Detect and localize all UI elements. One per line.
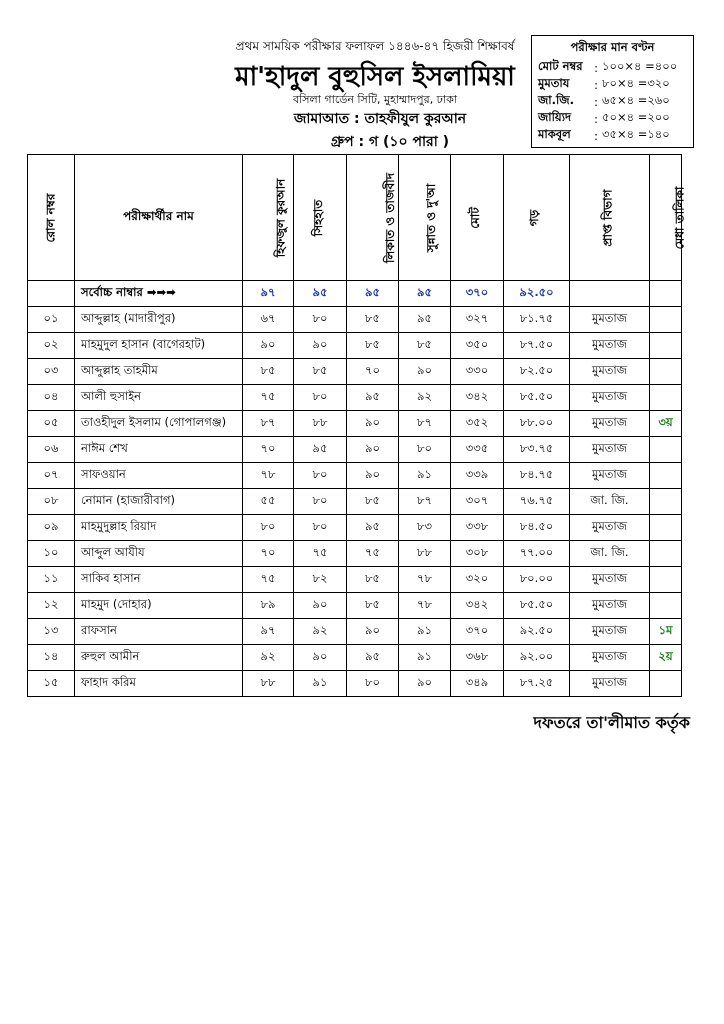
marks-distribution-row [538, 127, 687, 144]
student-name: আব্দুল আযীয [75, 541, 243, 567]
average-marks: ৮৪.৫০ [504, 515, 570, 541]
highest-s1: ৯৭ [243, 281, 294, 307]
table-row [28, 541, 682, 567]
student-name: মাহমুদ (দোহার) [75, 593, 243, 619]
mark-sunnat-dua: ৭৮ [399, 567, 451, 593]
total-marks: ৩৫২ [451, 411, 504, 437]
mark-likat-tajweed: ৮৫ [347, 333, 399, 359]
header-total: মোট [451, 155, 504, 281]
mark-sunnat-dua: ৯১ [399, 619, 451, 645]
table-row [28, 385, 682, 411]
average-marks: ৮০.০০ [504, 567, 570, 593]
table-header-row [28, 155, 682, 281]
highest-s3: ৯৫ [347, 281, 399, 307]
table-row [28, 645, 682, 671]
table-row [28, 437, 682, 463]
mark-likat-tajweed: ৮৫ [347, 489, 399, 515]
average-marks: ৮৭.২৫ [504, 671, 570, 697]
header-roll: রোল নম্বর [28, 155, 75, 281]
mark-likat-tajweed: ৭৫ [347, 541, 399, 567]
header-sunnat-dua: সুন্নাত ও দু'আ [399, 155, 451, 281]
mark-sunnat-dua: ৮৫ [399, 333, 451, 359]
grade: মুমতাজ [570, 567, 650, 593]
total-marks: ৩৪৯ [451, 671, 504, 697]
mark-hifzul-quran: ৮৮ [243, 671, 294, 697]
roll-number: ১২ [28, 593, 75, 619]
roll-number: ১৩ [28, 619, 75, 645]
mark-sihhat: ৯৫ [294, 437, 347, 463]
mark-sihhat: ৮৮ [294, 411, 347, 437]
total-marks: ৩৪২ [451, 593, 504, 619]
header-grade: প্রাপ্ত বিভাগ [570, 155, 650, 281]
marks-distribution-row [538, 110, 687, 127]
mark-sunnat-dua: ৭৮ [399, 593, 451, 619]
mark-hifzul-quran: ৭০ [243, 541, 294, 567]
mark-likat-tajweed: ৯৫ [347, 515, 399, 541]
mark-sihhat: ৮০ [294, 385, 347, 411]
student-name: তাওহীদুল ইসলাম (গোপালগঞ্জ) [75, 411, 243, 437]
mark-sihhat: ৮২ [294, 567, 347, 593]
marks-distribution-value: ৩৫×৪ =১৪০ [602, 127, 670, 141]
mark-sunnat-dua: ৯১ [399, 645, 451, 671]
marks-distribution-label: জা.জি. [538, 93, 574, 107]
merit-position [650, 541, 682, 567]
average-marks: ৮৪.৭৫ [504, 463, 570, 489]
roll-number: ০২ [28, 333, 75, 359]
marks-distribution-label: মুমতায [538, 76, 570, 90]
grade: মুমতাজ [570, 645, 650, 671]
table-row [28, 307, 682, 333]
highest-s2: ৯৫ [294, 281, 347, 307]
table-cell [28, 281, 75, 307]
highest-average: ৯২.৫০ [504, 281, 570, 307]
marks-distribution-row [538, 59, 687, 76]
mark-hifzul-quran: ৯০ [243, 333, 294, 359]
average-marks: ৮২.৫০ [504, 359, 570, 385]
grade: মুমতাজ [570, 593, 650, 619]
average-marks: ৮৫.৫০ [504, 385, 570, 411]
header-likat-tajweed: লিকাত ও তাজবীদ [347, 155, 399, 281]
mark-sihhat: ৭৫ [294, 541, 347, 567]
roll-number: ১৪ [28, 645, 75, 671]
roll-number: ১৫ [28, 671, 75, 697]
mark-sunnat-dua: ৮৭ [399, 411, 451, 437]
mark-hifzul-quran: ৮৫ [243, 359, 294, 385]
marks-distribution-label: মাকবূল [538, 127, 571, 141]
mark-hifzul-quran: ৭০ [243, 437, 294, 463]
total-marks: ৩৩০ [451, 359, 504, 385]
student-name: মাহমুদুল হাসান (বাগেরহাট) [75, 333, 243, 359]
total-marks: ৩২৭ [451, 307, 504, 333]
separator-colon: : [594, 111, 598, 126]
mark-sunnat-dua: ৮০ [399, 437, 451, 463]
marks-distribution-value: ৮০×৪ =৩২০ [602, 76, 670, 90]
mark-likat-tajweed: ৭০ [347, 359, 399, 385]
mark-hifzul-quran: ৮৯ [243, 593, 294, 619]
mark-sihhat: ৮০ [294, 489, 347, 515]
table-row [28, 593, 682, 619]
student-name: আব্দুল্লাহ তাহমীম [75, 359, 243, 385]
grade: মুমতাজ [570, 359, 650, 385]
mark-sunnat-dua: ৯০ [399, 359, 451, 385]
table-row [28, 333, 682, 359]
mark-sihhat: ৮৫ [294, 359, 347, 385]
marks-distribution-value: ৫০×৪ =২০০ [602, 110, 670, 124]
grade: মুমতাজ [570, 307, 650, 333]
roll-number: ০৩ [28, 359, 75, 385]
mark-likat-tajweed: ৮০ [347, 671, 399, 697]
average-marks: ৭৬.৭৫ [504, 489, 570, 515]
mark-hifzul-quran: ৮০ [243, 515, 294, 541]
mark-sihhat: ৯০ [294, 593, 347, 619]
average-marks: ৮৭.৫০ [504, 333, 570, 359]
marks-distribution-label: মোট নম্বর [538, 59, 583, 73]
student-name: আলী হুসাইন [75, 385, 243, 411]
table-row [28, 359, 682, 385]
merit-position [650, 385, 682, 411]
merit-position [650, 593, 682, 619]
roll-number: ১১ [28, 567, 75, 593]
header-average: গড় [504, 155, 570, 281]
average-marks: ৮১.৭৫ [504, 307, 570, 333]
table-row [28, 463, 682, 489]
roll-number: ১০ [28, 541, 75, 567]
merit-position [650, 489, 682, 515]
mark-sihhat: ৮০ [294, 307, 347, 333]
average-marks: ৮৩.৭৫ [504, 437, 570, 463]
mark-sunnat-dua: ৮৩ [399, 515, 451, 541]
merit-position [650, 307, 682, 333]
highest-marks-label: সর্বোচ্চ নাম্বার ➡➡➡ [75, 281, 243, 307]
mark-hifzul-quran: ৭৫ [243, 567, 294, 593]
mark-sihhat: ৯২ [294, 619, 347, 645]
roll-number: ০১ [28, 307, 75, 333]
mark-likat-tajweed: ৯০ [347, 437, 399, 463]
separator-colon: : [594, 60, 598, 75]
roll-number: ০৯ [28, 515, 75, 541]
table-row [28, 489, 682, 515]
header-name: পরীক্ষার্থীর নাম [75, 155, 243, 281]
roll-number: ০৬ [28, 437, 75, 463]
marks-distribution-row [538, 93, 687, 110]
total-marks: ৩৫০ [451, 333, 504, 359]
student-name: ফাহাদ করিম [75, 671, 243, 697]
mark-likat-tajweed: ৮৫ [347, 307, 399, 333]
roll-number: ০৮ [28, 489, 75, 515]
average-marks: ৯২.০০ [504, 645, 570, 671]
student-name: সাকিব হাসান [75, 567, 243, 593]
student-name: আব্দুল্লাহ (মাদারীপুর) [75, 307, 243, 333]
mark-likat-tajweed: ৮৫ [347, 593, 399, 619]
separator-colon: : [594, 128, 598, 143]
mark-sihhat: ৯১ [294, 671, 347, 697]
mark-sunnat-dua: ৯০ [399, 671, 451, 697]
grade: মুমতাজ [570, 385, 650, 411]
merit-position [650, 463, 682, 489]
mark-sihhat: ৯০ [294, 333, 347, 359]
table-cell [650, 281, 682, 307]
total-marks: ৩৭০ [451, 619, 504, 645]
total-marks: ৩৬৮ [451, 645, 504, 671]
mark-hifzul-quran: ৯৭ [243, 619, 294, 645]
merit-position: ১ম [650, 619, 682, 645]
merit-position: ২য় [650, 645, 682, 671]
header-hifzul-quran: হিফজুল কুরআন [243, 155, 294, 281]
highest-total: ৩৭০ [451, 281, 504, 307]
result-table [27, 154, 687, 697]
total-marks: ৩০৮ [451, 541, 504, 567]
average-marks: ৭৭.০০ [504, 541, 570, 567]
grade: মুমতাজ [570, 619, 650, 645]
mark-sunnat-dua: ৯৫ [399, 307, 451, 333]
total-marks: ৩২০ [451, 567, 504, 593]
mark-sunnat-dua: ৯১ [399, 463, 451, 489]
grade: মুমতাজ [570, 671, 650, 697]
student-name: রাফসান [75, 619, 243, 645]
grade: মুমতাজ [570, 411, 650, 437]
grade: জা. জি. [570, 541, 650, 567]
mark-hifzul-quran: ৭৫ [243, 385, 294, 411]
class-name: জামাআত : তাহফীযুল কুরআন [293, 111, 467, 127]
marks-distribution-row [538, 76, 687, 93]
mark-sunnat-dua: ৯২ [399, 385, 451, 411]
table-row [28, 619, 682, 645]
table-cell [570, 281, 650, 307]
mark-hifzul-quran: ৭৮ [243, 463, 294, 489]
roll-number: ০৭ [28, 463, 75, 489]
institution-address: বসিলা গার্ডেন সিটি, মুহাম্মাদপুর, ঢাকা [293, 93, 457, 106]
total-marks: ৩৪২ [451, 385, 504, 411]
separator-colon: : [594, 77, 598, 92]
student-name: নাঈম শেখ [75, 437, 243, 463]
marks-distribution-rows [538, 59, 687, 144]
mark-likat-tajweed: ৯৫ [347, 645, 399, 671]
merit-position [650, 671, 682, 697]
mark-sunnat-dua: ৮৭ [399, 489, 451, 515]
table-row [28, 411, 682, 437]
grade: মুমতাজ [570, 333, 650, 359]
mark-sihhat: ৮০ [294, 463, 347, 489]
student-name: রুহুল আমীন [75, 645, 243, 671]
grade: মুমতাজ [570, 437, 650, 463]
mark-hifzul-quran: ৮৭ [243, 411, 294, 437]
average-marks: ৯২.৫০ [504, 619, 570, 645]
highest-marks-row [28, 281, 682, 307]
total-marks: ৩০৭ [451, 489, 504, 515]
institution-name: মা'হাদুল বুহুসিল ইসলামিয়া [235, 62, 515, 92]
student-name: নোমান (হাজারীবাগ) [75, 489, 243, 515]
table-row [28, 567, 682, 593]
marks-distribution-value: ৬৫×৪ =২৬০ [602, 93, 670, 107]
header-merit: মেধা তালিকা [650, 155, 682, 281]
mark-likat-tajweed: ৯০ [347, 411, 399, 437]
grade: মুমতাজ [570, 463, 650, 489]
highest-s4: ৯৫ [399, 281, 451, 307]
merit-position [650, 567, 682, 593]
marks-distribution-label: জায়্যিদ [538, 110, 572, 124]
marks-distribution-value: ১০০×৪ =৪০০ [602, 59, 678, 73]
merit-position [650, 333, 682, 359]
exam-title: প্রথম সাময়িক পরীক্ষার ফলাফল ১৪৪৬-৪৭ হিজরী শিক্ষাবর্ষ [235, 39, 515, 53]
mark-hifzul-quran: ৬৭ [243, 307, 294, 333]
average-marks: ৮৮.০০ [504, 411, 570, 437]
total-marks: ৩৩৯ [451, 463, 504, 489]
student-name: মাহমুদুল্লাহ রিয়াদ [75, 515, 243, 541]
total-marks: ৩৩৫ [451, 437, 504, 463]
table-row [28, 671, 682, 697]
mark-likat-tajweed: ৯৫ [347, 385, 399, 411]
marks-distribution-title: পরীক্ষার মান বণ্টন [570, 40, 655, 54]
mark-likat-tajweed: ৯০ [347, 463, 399, 489]
mark-sihhat: ৮০ [294, 515, 347, 541]
average-marks: ৮৫.৫০ [504, 593, 570, 619]
total-marks: ৩৩৮ [451, 515, 504, 541]
merit-position: ৩য় [650, 411, 682, 437]
footer-note: দফতরে তা'লীমাত কর্তৃক [533, 713, 690, 732]
merit-position [650, 437, 682, 463]
mark-sunnat-dua: ৮৮ [399, 541, 451, 567]
header-sihhat: সিহহাত [294, 155, 347, 281]
group-name: গ্রুপ : গ (১০ পারা ) [330, 134, 450, 150]
mark-sihhat: ৯০ [294, 645, 347, 671]
mark-likat-tajweed: ৯০ [347, 619, 399, 645]
roll-number: ০৫ [28, 411, 75, 437]
mark-hifzul-quran: ৫৫ [243, 489, 294, 515]
separator-colon: : [594, 94, 598, 109]
mark-hifzul-quran: ৯২ [243, 645, 294, 671]
grade: মুমতাজ [570, 515, 650, 541]
table-row [28, 515, 682, 541]
student-name: সাফওয়ান [75, 463, 243, 489]
roll-number: ০৪ [28, 385, 75, 411]
merit-position [650, 359, 682, 385]
mark-likat-tajweed: ৮৫ [347, 567, 399, 593]
merit-position [650, 515, 682, 541]
marks-distribution-box [531, 35, 694, 148]
grade: জা. জি. [570, 489, 650, 515]
